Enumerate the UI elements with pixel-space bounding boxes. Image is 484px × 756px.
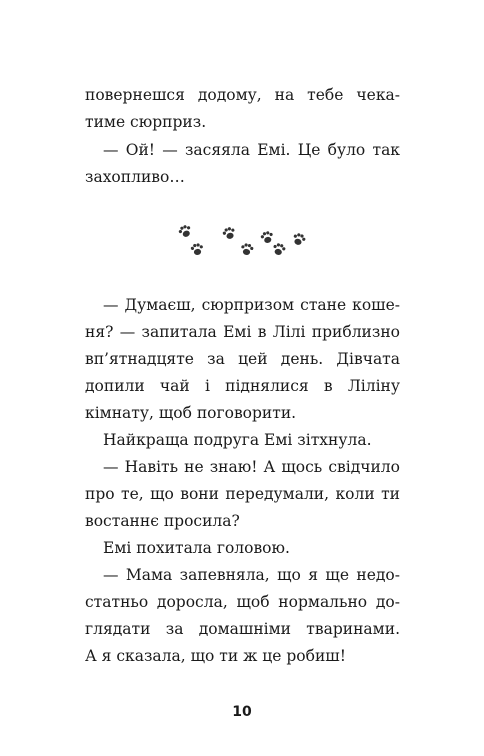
text-line: Найкраща подруга Емі зітхнула. [103,431,372,449]
text-line: — Мама запевняла, що я ще недо- [103,566,400,584]
paw-print-icon [176,222,195,241]
paw-print-icon [220,224,238,242]
text-line: захопливо… [85,168,185,186]
text-line: Емі похитала головою. [103,539,290,557]
paw-print-divider [174,222,314,262]
text-line: про те, що вони передумали, коли ти [85,485,400,503]
text-line: — Навіть не знаю! А щось свідчило [103,458,400,476]
text-line: кімнату, щоб поговорити. [85,404,297,422]
paw-print-icon [189,241,205,257]
text-line: ня? — запитала Емі в Лілі приблизно [85,323,400,341]
page-number: 10 [232,704,252,720]
text-line: повернешся додому, на тебе чека- [85,86,400,104]
paw-print-icon [270,240,287,257]
text-line: допили чай і піднялися в Ліліну [85,377,400,395]
text-line: вп’ятнадцяте за цей день. Дівчата [85,350,400,368]
text-line: тиме сюрприз. [85,113,207,131]
text-line: А я сказала, що ти ж це робиш! [85,647,346,665]
text-line: — Ой! — засяяла Емі. Це було так [103,141,400,159]
text-line: — Думаєш, сюрпризом стане коше- [103,296,400,314]
text-line: статньо доросла, щоб нормально до- [85,593,400,611]
text-line: глядати за домашніми тваринами. [85,620,400,638]
text-line: востаннє просила? [85,512,240,530]
paw-print-icon [290,230,308,248]
paw-print-icon [239,241,255,257]
